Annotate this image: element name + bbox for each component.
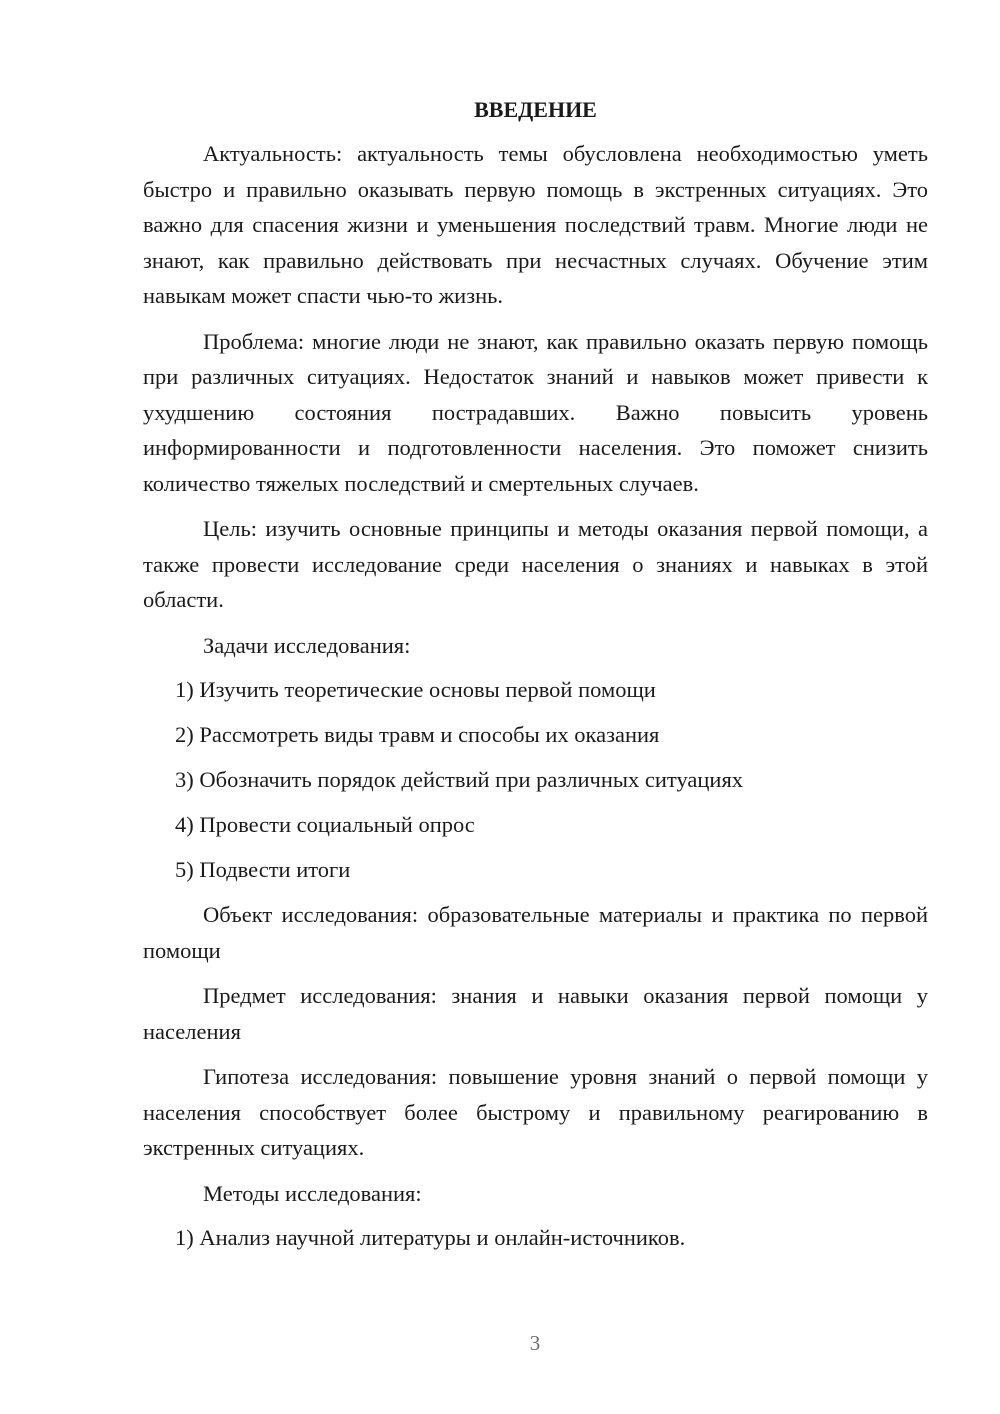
- document-page: [143, 94, 928, 1265]
- task-item: 1) Изучить теоретические основы первой помощи: [175, 677, 656, 702]
- relevance-paragraph: Актуальность: актуальность темы обусловлена необходимостью уметь быстро и правильно оказывать первую помощь в экстренных ситуациях. Это важно для спасения жизни и уменьшения последствий травм. Многие люди не знают, как правильно действовать при несчастных случаях. Обучение этим навыкам может спасти чью-то жизнь.: [143, 141, 928, 308]
- page-number: 3: [529, 1331, 541, 1355]
- task-item: 4) Провести социальный опрос: [175, 812, 475, 837]
- object-paragraph: Объект исследования: образовательные материалы и практика по первой помощи: [143, 902, 928, 963]
- problem-paragraph: Проблема: многие люди не знают, как правильно оказать первую помощь при различных ситуациях. Недостаток знаний и навыков может привести к ухудшению состояния пострадавших. Важно повысить уровень информированности и подготовленности населения. Это поможет снизить количество тяжелых последствий и смертельных случаев.: [143, 328, 928, 496]
- task-item: 5) Подвести итоги: [175, 857, 351, 882]
- subject-paragraph: Предмет исследования: знания и навыки оказания первой помощи у населения: [143, 983, 928, 1044]
- task-item: 3) Обозначить порядок действий при различных ситуациях: [175, 767, 744, 792]
- hypothesis-paragraph: Гипотеза исследования: повышение уровня знаний о первой помощи у населения способствует более быстрому и правильному реагированию в экстренных ситуациях.: [143, 1064, 928, 1160]
- section-title: ВВЕДЕНИЕ: [474, 97, 597, 122]
- task-item: 2) Рассмотреть виды травм и способы их оказания: [175, 722, 660, 747]
- goal-paragraph: Цель: изучить основные принципы и методы оказания первой помощи, а также провести исследование среди населения о знаниях и навыках в этой области.: [143, 516, 928, 612]
- tasks-heading: Задачи исследования:: [203, 632, 411, 658]
- methods-heading: Методы исследования:: [203, 1180, 422, 1206]
- method-item: 1) Анализ научной литературы и онлайн-источников.: [175, 1225, 686, 1250]
